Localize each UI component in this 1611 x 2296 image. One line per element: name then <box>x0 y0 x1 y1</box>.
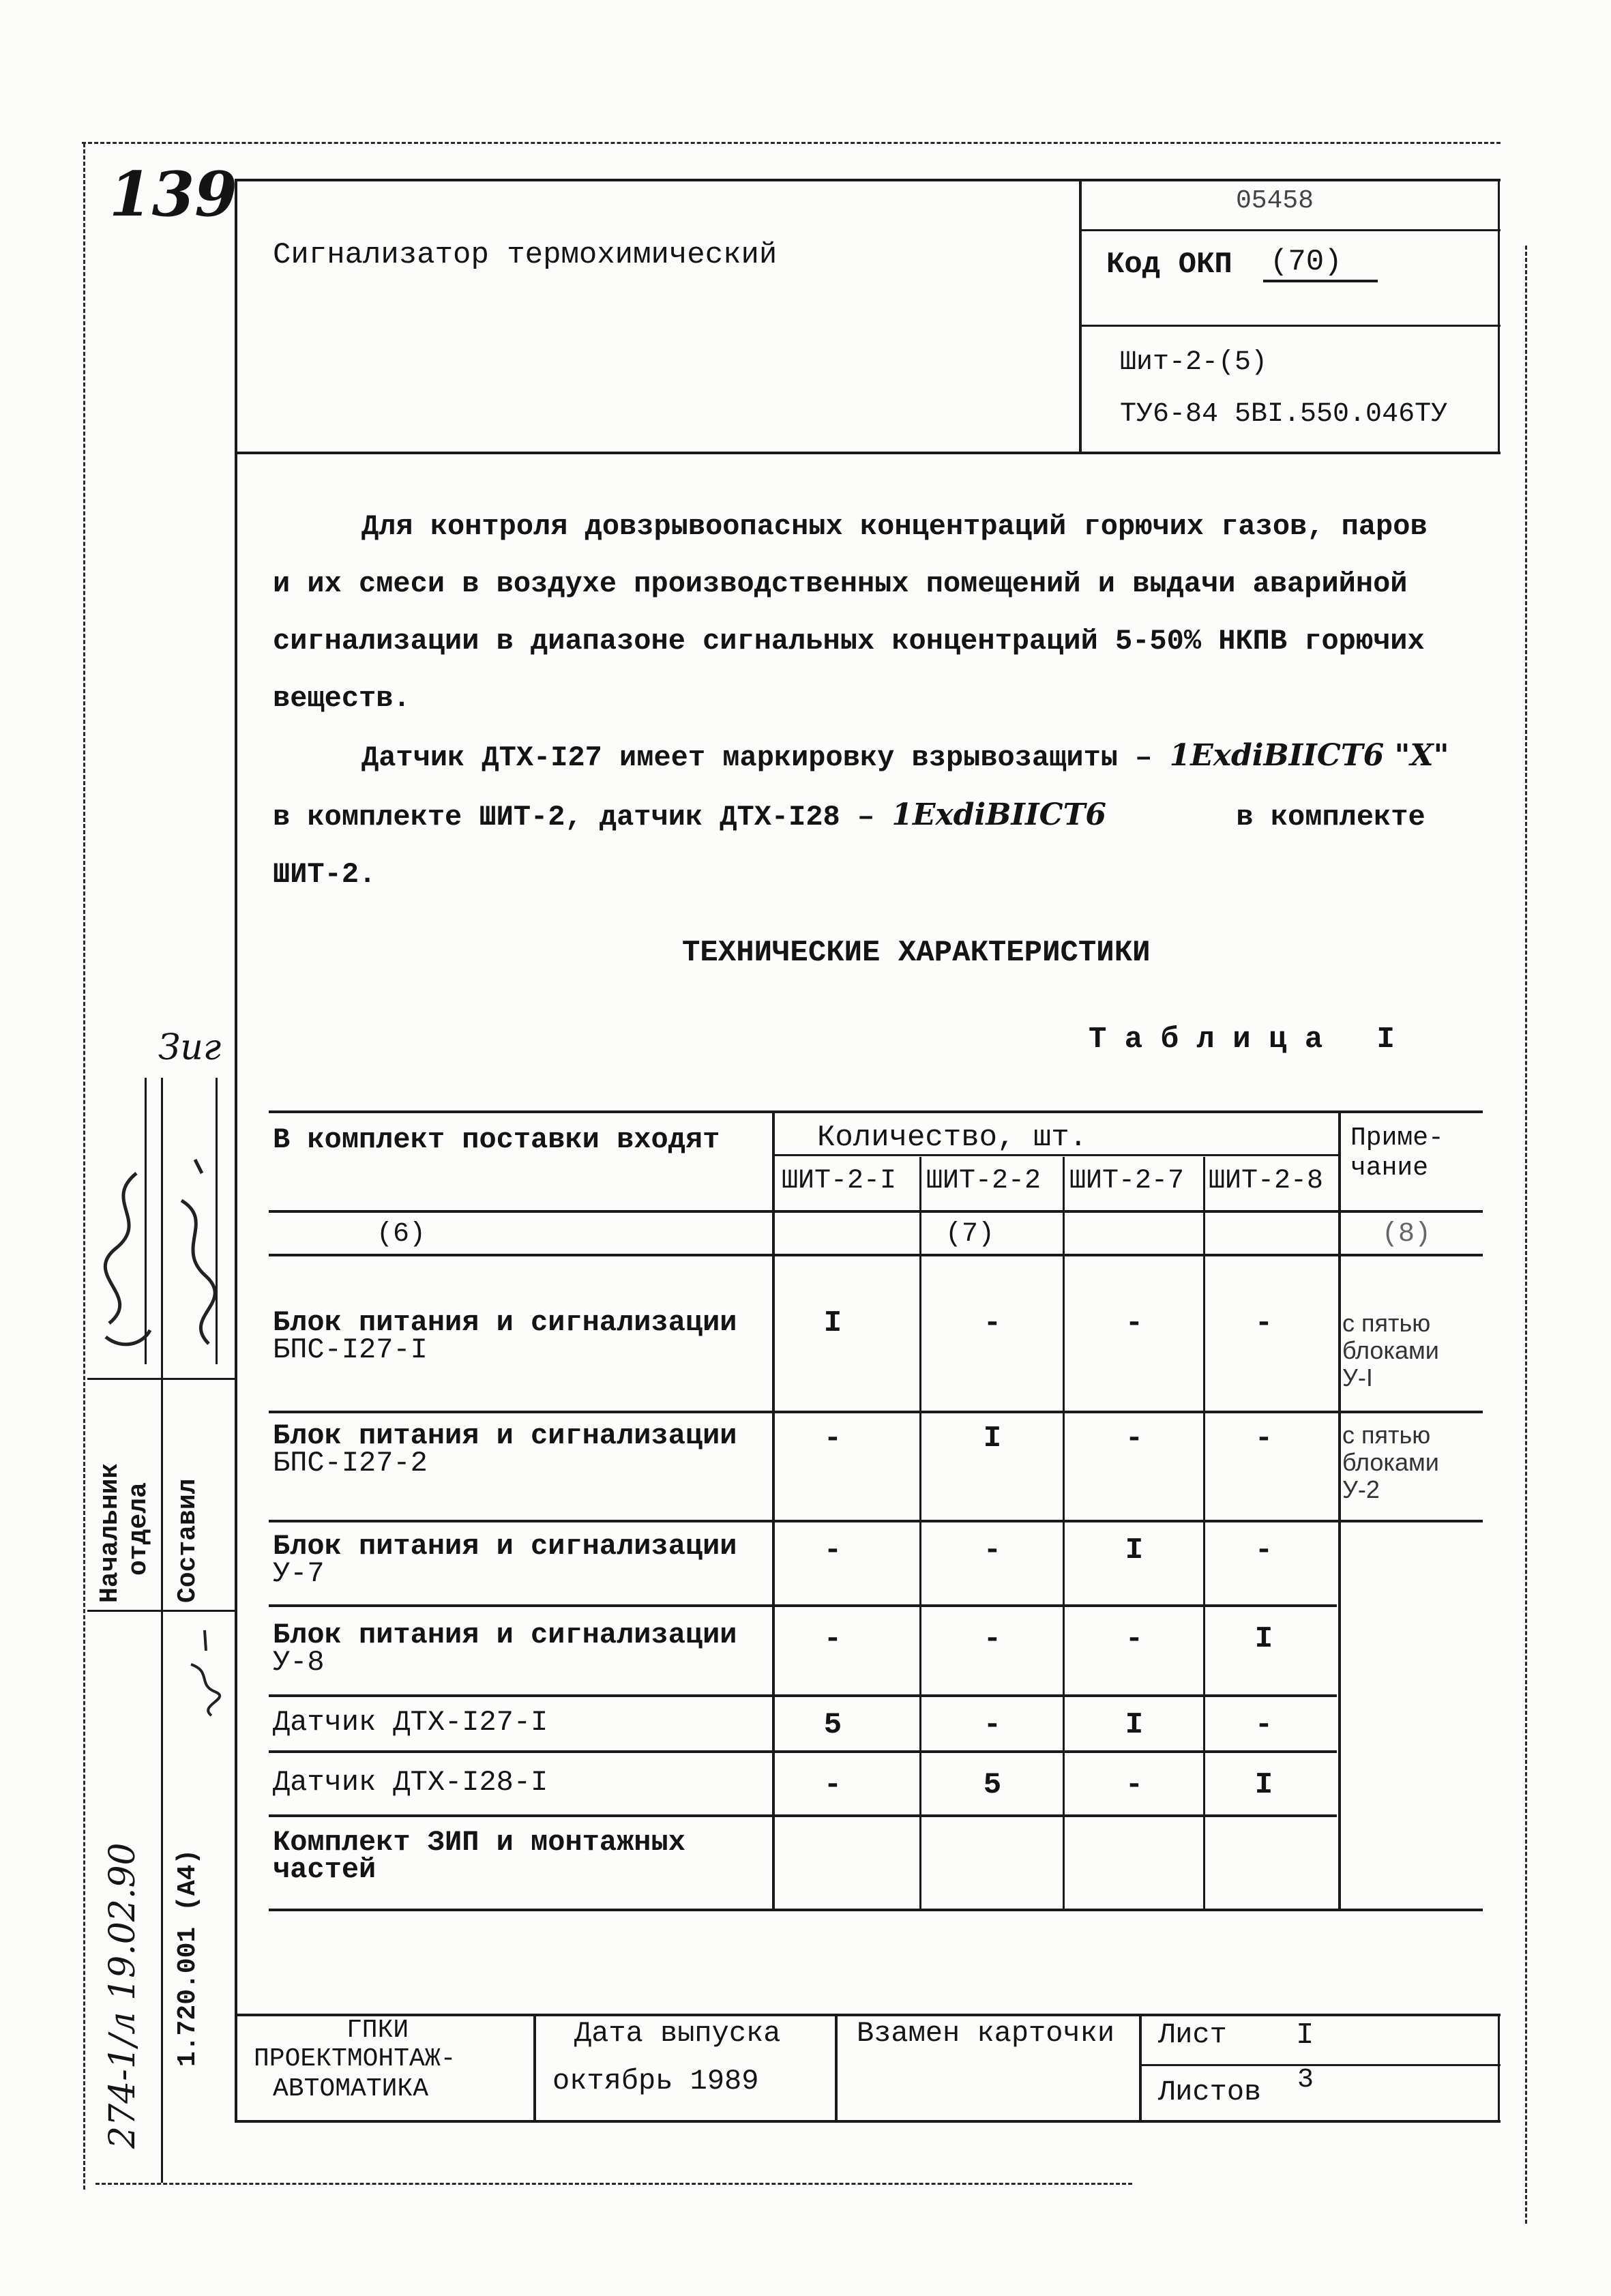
spec-code: ТУ6-84 5ВI.550.046ТУ <box>1120 399 1448 430</box>
header-bottom-line <box>235 452 1501 454</box>
footer-right <box>1498 2014 1500 2120</box>
side-label-head-2: отдела <box>124 1482 153 1576</box>
side-block-mid <box>87 1610 235 1612</box>
table-row-2-q2: I <box>983 1422 1002 1456</box>
left-dash-line <box>83 143 85 2190</box>
table-row-4-q4: I <box>1254 1622 1273 1656</box>
sheets-value: 3 <box>1297 2065 1314 2095</box>
header-items: В комплект поставки входят <box>273 1123 720 1156</box>
numbering-8: (8) <box>1382 1219 1432 1250</box>
okp-label: Код ОКП <box>1106 248 1232 282</box>
table-label: Т а б л и ц а I <box>1089 1022 1395 1057</box>
release-label: Дата выпуска <box>574 2017 781 2050</box>
table-row-5-name: Датчик ДТХ-I27-I <box>273 1706 548 1739</box>
header-quantity: Количество, шт. <box>817 1121 1088 1155</box>
side-block-divider <box>161 1078 163 2183</box>
section-title: ТЕХНИЧЕСКИЕ ХАРАКТЕРИСТИКИ <box>682 936 1151 970</box>
numbering-sep <box>269 1254 1483 1256</box>
table-row-6-q4: I <box>1254 1768 1273 1802</box>
org-name-1: ГПКИ <box>346 2016 409 2045</box>
header-left-line <box>235 179 237 2123</box>
table-row-1-note-1: с пятью <box>1342 1309 1431 1337</box>
table-row-3-q3: I <box>1125 1533 1144 1568</box>
code-number: 05458 <box>1236 186 1314 216</box>
page-number: 139 <box>109 158 237 231</box>
side-doc-code: 1.720.001 (А4) <box>173 1849 203 2067</box>
col-sep-4 <box>1203 1157 1205 1910</box>
table-row-2-q4: - <box>1254 1422 1273 1456</box>
sub-header-4: ШИТ-2-8 <box>1209 1166 1324 1196</box>
marking-text: Датчик ДТХ-I27 имеет маркировку взрывозащиты – <box>361 741 1153 774</box>
table-row-1-note-3: У-I <box>1342 1364 1373 1392</box>
sheets-label: Листов <box>1158 2076 1262 2108</box>
intro-line-5 <box>273 727 1480 786</box>
table-row-2-name-2: БПС-I27-2 <box>273 1447 428 1480</box>
signature-author <box>95 1160 157 1364</box>
footer-sep-3 <box>1139 2014 1142 2120</box>
table-bottom <box>269 1909 1483 1911</box>
sub-header-2: ШИТ-2-2 <box>926 1166 1041 1196</box>
top-dash-line <box>82 142 1501 144</box>
release-value: октябрь 1989 <box>552 2065 759 2098</box>
sub-header-3: ШИТ-2-7 <box>1069 1166 1185 1196</box>
side-label-author: Составил <box>173 1478 203 1603</box>
header-right-line <box>1498 179 1500 452</box>
table-row-1-q1: I <box>823 1306 842 1340</box>
intro-line-6 <box>273 786 1480 846</box>
table-row-3-q1: - <box>823 1533 842 1568</box>
table-top <box>269 1110 1483 1113</box>
header-code-line <box>1079 229 1501 231</box>
side-label-head-1: Начальник <box>95 1462 125 1603</box>
in-set-text: в комплекте <box>1236 801 1425 834</box>
table-row-5-q1: 5 <box>823 1708 842 1742</box>
row-sep-3 <box>269 1604 1337 1607</box>
product-title: Сигнализатор термохимический <box>273 238 778 272</box>
table-row-6-q1: - <box>823 1768 842 1802</box>
model-code: Шит-2-(5) <box>1120 347 1268 378</box>
footer-sep-2 <box>835 2014 838 2120</box>
col-sep-5 <box>1338 1110 1341 1910</box>
footer-bottom <box>235 2120 1501 2123</box>
side-izm-mark: Зиг <box>158 1027 222 1068</box>
org-name-2: ПРОЕКТМОНТАЖ- <box>254 2044 456 2074</box>
sheet-label: Лист <box>1158 2018 1227 2051</box>
footer-sep-1 <box>533 2014 536 2120</box>
signature-date <box>184 1623 225 1719</box>
table-row-1-name: Блок питания и сигнализации <box>273 1306 737 1339</box>
table-row-2-name: Блок питания и сигнализации <box>273 1419 737 1452</box>
table-row-3-name-2: У-7 <box>273 1557 325 1590</box>
sensor-text: в комплекте ШИТ-2, датчик ДТХ-I28 – <box>273 801 875 834</box>
table-row-4-name: Блок питания и сигнализации <box>273 1619 737 1651</box>
table-row-2-q1: - <box>823 1422 842 1456</box>
right-dash-line <box>1525 246 1527 2224</box>
okp-value: (70) <box>1270 245 1342 279</box>
table-row-6-q3: - <box>1125 1768 1144 1802</box>
table-row-3-q2: - <box>983 1533 1002 1568</box>
numbering-7: (7) <box>945 1219 995 1250</box>
table-row-1-q4: - <box>1254 1306 1273 1340</box>
org-name-3: АВТОМАТИКА <box>273 2074 429 2104</box>
row-sep-6 <box>269 1814 1337 1817</box>
header-sep <box>269 1210 1483 1213</box>
intro-line-1: Для контроля довзрывоопасных концентраций горючих газов, паров <box>361 510 1428 543</box>
table-row-6-name: Датчик ДТХ-I28-I <box>273 1766 548 1799</box>
table-row-2-note-2: блоками <box>1342 1448 1439 1476</box>
marking-handwritten-1: 1ExdiBIICT6 "X" <box>1169 738 1449 773</box>
table-row-5-q3: I <box>1125 1708 1144 1742</box>
table-row-1-q3: - <box>1125 1306 1144 1340</box>
replace-label: Взамен карточки <box>857 2017 1115 2050</box>
sub-header-1: ШИТ-2-I <box>782 1166 897 1196</box>
col-sep-2 <box>919 1157 921 1910</box>
table-row-4-q1: - <box>823 1622 842 1656</box>
header-note-1: Приме- <box>1350 1123 1444 1153</box>
intro-line-2: и их смеси в воздухе производственных помещений и выдачи аварийной <box>273 568 1408 600</box>
table-row-2-note-3: У-2 <box>1342 1475 1380 1503</box>
intro-text <box>273 498 1480 903</box>
row-sep-2 <box>269 1520 1483 1522</box>
side-hand-note: 274-1/л 19.02.90 <box>102 1842 143 2149</box>
row-sep-5 <box>269 1750 1337 1753</box>
row-sep-4 <box>269 1694 1337 1697</box>
intro-line-4: веществ. <box>273 682 411 715</box>
header-top-line <box>235 179 1501 181</box>
marking-handwritten-2: 1ExdiBIICT6 <box>891 797 1106 832</box>
sheet-value: I <box>1296 2018 1314 2052</box>
header-divider <box>1079 179 1082 452</box>
table-row-4-q3: - <box>1125 1622 1144 1656</box>
okp-underline <box>1263 280 1378 282</box>
footer-top <box>235 2014 1501 2016</box>
table-row-2-q3: - <box>1125 1422 1144 1456</box>
table-row-1-name-2: БПС-I27-I <box>273 1334 428 1366</box>
table-row-5-q4: - <box>1254 1708 1273 1742</box>
table-row-2-note-1: с пятью <box>1342 1421 1431 1449</box>
table-row-7-name: Комплект ЗИП и монтажных <box>273 1826 685 1859</box>
numbering-6: (6) <box>376 1219 426 1250</box>
table-row-3-q4: - <box>1254 1533 1273 1568</box>
row-sep-1 <box>269 1411 1483 1413</box>
intro-line-3: сигнализации в диапазоне сигнальных концентраций 5-50% НКПВ горючих <box>273 625 1425 658</box>
table-row-3-name: Блок питания и сигнализации <box>273 1530 737 1563</box>
signature-head <box>168 1146 222 1364</box>
table-row-4-q2: - <box>983 1622 1002 1656</box>
col-sep-3 <box>1063 1157 1065 1910</box>
table-row-6-q2: 5 <box>983 1768 1002 1802</box>
intro-line-7: ШИТ-2. <box>273 858 376 891</box>
table-row-5-q2: - <box>983 1708 1002 1742</box>
header-okp-line <box>1079 325 1501 327</box>
footer-sheet-sep <box>1139 2064 1501 2066</box>
table-row-1-q2: - <box>983 1306 1002 1340</box>
table-row-1-note-2: блоками <box>1342 1336 1439 1364</box>
header-note-2: чание <box>1350 1153 1429 1183</box>
table-row-4-name-2: У-8 <box>273 1646 325 1679</box>
bottom-dash-line <box>95 2183 1132 2185</box>
table-row-7-name-2: частей <box>273 1853 376 1886</box>
